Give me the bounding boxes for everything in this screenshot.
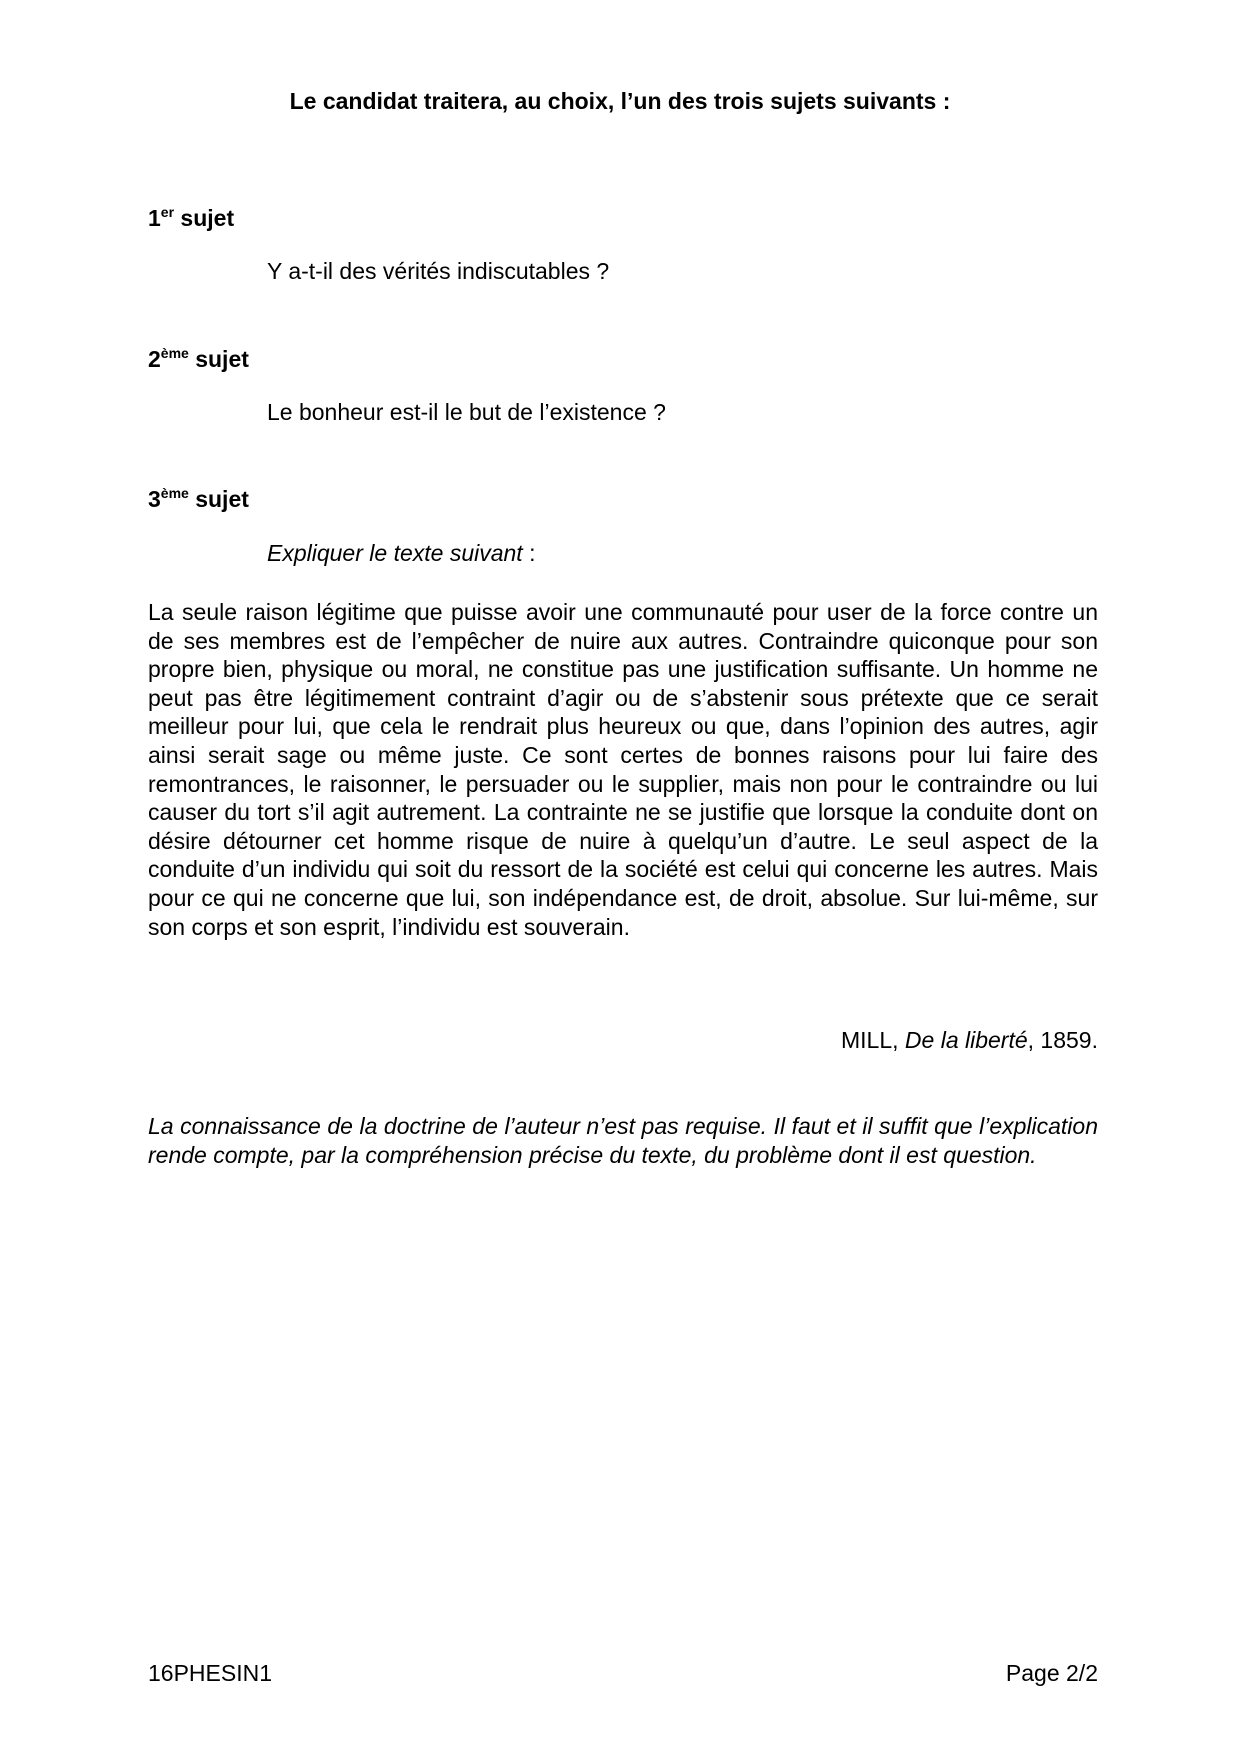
exam-instruction: Le candidat traitera, au choix, l’un des trois sujets suivants : bbox=[289, 88, 951, 114]
exam-code: 16PHESIN1 bbox=[148, 1660, 273, 1686]
subject-1-heading bbox=[148, 205, 234, 232]
subject-1-word: sujet bbox=[180, 205, 235, 231]
subject-1-question: Y a-t-il des vérités indiscutables ? bbox=[267, 258, 610, 284]
subject-3-number: 3 bbox=[148, 486, 161, 512]
subject-1-ordinal: er bbox=[160, 204, 175, 220]
explanation-note: La connaissance de la doctrine de l’auteur n’est pas requise. Il faut et il suffit que l’explication rende compte, par la compréhension précise du texte, du problème dont il est question. bbox=[148, 1113, 1098, 1168]
text-passage: La seule raison légitime que puisse avoir une communauté pour user de la force contre un de ses membres est de l’empêcher de nuire aux autres. Contraindre quiconque pour son propre bien, physique ou moral, ne constitue pas une justification suffisante. Un homme ne peut pas être légitimement contraint d’agir ou de s’abstenir sous prétexte que ce serait meilleur pour lui, que cela le rendrait plus heureux ou que, dans l’opinion des autres, agir ainsi serait sage ou même juste. Ce sont certes de bonnes raisons pour lui faire des remontrances, le raisonner, le persuader ou le supplier, mais non pour le contraindre ou lui causer du tort s’il agit autrement. La contrainte ne se justifie que lorsque la conduite dont on désire détourner cet homme risque de nuire à quelqu’un d’autre. Le seul aspect de la conduite d’un individu qui soit du ressort de la société est celui qui concerne les autres. Mais pour ce qui ne concerne que lui, son indépendance est, de droit, absolue. Sur lui-même, sur son corps et son esprit, l’individu est souverain. bbox=[148, 599, 1098, 940]
citation-author: MILL, bbox=[841, 1027, 899, 1053]
subject-2-question: Le bonheur est-il le but de l’existence ? bbox=[267, 399, 666, 425]
citation-work: De la liberté bbox=[904, 1027, 1028, 1053]
subject-3-instruction-italic: Expliquer le texte suivant bbox=[267, 540, 523, 566]
subject-3-instruction bbox=[267, 540, 535, 567]
subject-3-heading bbox=[148, 486, 249, 513]
citation-year: , 1859. bbox=[1027, 1027, 1098, 1053]
subject-2-word: sujet bbox=[195, 346, 249, 372]
subject-3-ordinal: ème bbox=[160, 485, 189, 501]
subject-2-ordinal: ème bbox=[160, 345, 189, 361]
citation bbox=[841, 1027, 1098, 1054]
subject-2-number: 2 bbox=[148, 346, 161, 372]
subject-2-heading bbox=[148, 346, 249, 373]
subject-3-instruction-tail: : bbox=[522, 540, 536, 566]
subject-3-word: sujet bbox=[195, 486, 249, 512]
page-number: Page 2/2 bbox=[1005, 1660, 1098, 1686]
subject-1-number: 1 bbox=[148, 205, 161, 231]
